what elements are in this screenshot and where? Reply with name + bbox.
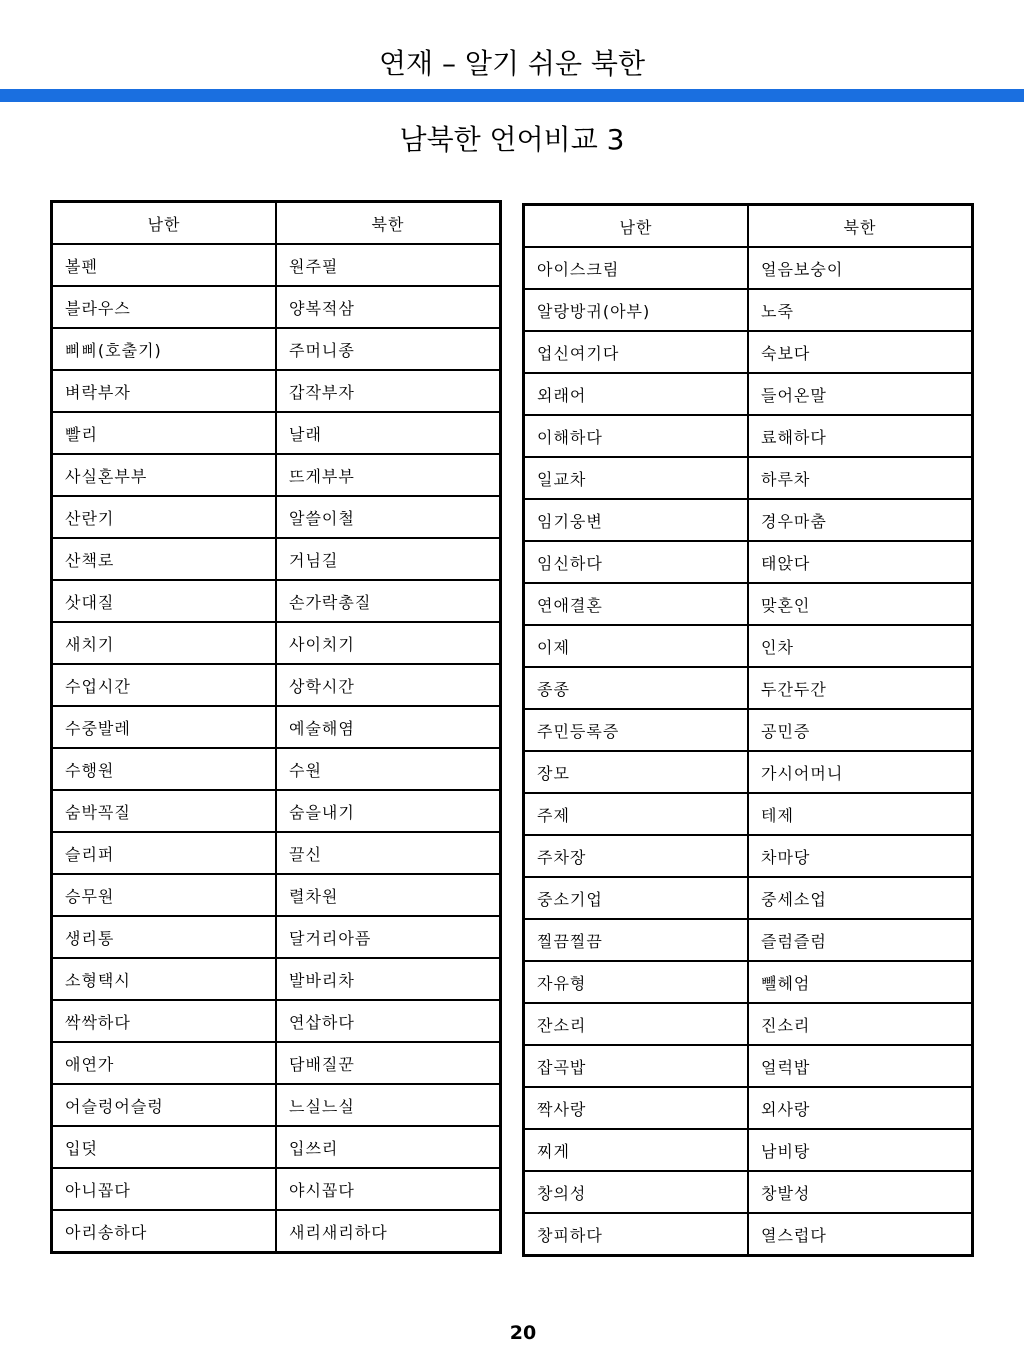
table-row [524, 1129, 973, 1171]
table-row [52, 1000, 501, 1042]
table-row [52, 1126, 501, 1168]
north-term-cell: 열스럽다 [748, 1213, 973, 1256]
table-row [52, 916, 501, 958]
south-term-cell: 장모 [524, 751, 749, 793]
south-term-cell: 주민등록증 [524, 709, 749, 751]
north-term-cell: 숨을내기 [276, 790, 501, 832]
north-term-cell: 뜨게부부 [276, 454, 501, 496]
table-row [524, 625, 973, 667]
south-term-cell: 창피하다 [524, 1213, 749, 1256]
south-term-cell: 잔소리 [524, 1003, 749, 1045]
table-row [52, 706, 501, 748]
north-term-cell: 인차 [748, 625, 973, 667]
north-term-cell: 숙보다 [748, 331, 973, 373]
north-term-cell: 즐럼즐럼 [748, 919, 973, 961]
north-term-cell: 차마당 [748, 835, 973, 877]
header-north: 북한 [748, 205, 973, 248]
south-term-cell: 자유형 [524, 961, 749, 1003]
table-row [524, 457, 973, 499]
north-term-cell: 뺄헤엄 [748, 961, 973, 1003]
north-term-cell: 갑작부자 [276, 370, 501, 412]
table-row [52, 622, 501, 664]
table-row [524, 1171, 973, 1213]
south-term-cell: 아이스크림 [524, 247, 749, 289]
table-row [52, 1042, 501, 1084]
north-term-cell: 외사랑 [748, 1087, 973, 1129]
south-term-cell: 종종 [524, 667, 749, 709]
table-row [524, 877, 973, 919]
south-term-cell: 창의성 [524, 1171, 749, 1213]
north-term-cell: 주머니종 [276, 328, 501, 370]
north-term-cell: 새리새리하다 [276, 1210, 501, 1253]
south-term-cell: 짝사랑 [524, 1087, 749, 1129]
south-term-cell: 임신하다 [524, 541, 749, 583]
north-term-cell: 렬차원 [276, 874, 501, 916]
north-term-cell: 양복적삼 [276, 286, 501, 328]
north-term-cell: 원주필 [276, 244, 501, 286]
north-term-cell: 날래 [276, 412, 501, 454]
table-row [52, 832, 501, 874]
north-term-cell: 느실느실 [276, 1084, 501, 1126]
north-term-cell: 손가락총질 [276, 580, 501, 622]
table-row [52, 1210, 501, 1253]
south-term-cell: 찔끔찔끔 [524, 919, 749, 961]
south-term-cell: 블라우스 [52, 286, 277, 328]
north-term-cell: 창발성 [748, 1171, 973, 1213]
south-term-cell: 볼펜 [52, 244, 277, 286]
table-row [52, 1084, 501, 1126]
south-term-cell: 알랑방귀(아부) [524, 289, 749, 331]
table-row [524, 583, 973, 625]
north-term-cell: 발바리차 [276, 958, 501, 1000]
south-term-cell: 수중발레 [52, 706, 277, 748]
north-term-cell: 두간두간 [748, 667, 973, 709]
south-term-cell: 수행원 [52, 748, 277, 790]
north-term-cell: 수원 [276, 748, 501, 790]
south-term-cell: 외래어 [524, 373, 749, 415]
south-term-cell: 주제 [524, 793, 749, 835]
north-term-cell: 끌신 [276, 832, 501, 874]
north-term-cell: 담배질꾼 [276, 1042, 501, 1084]
north-term-cell: 들어온말 [748, 373, 973, 415]
table-row [52, 790, 501, 832]
table-row [52, 580, 501, 622]
table-row [524, 835, 973, 877]
south-term-cell: 새치기 [52, 622, 277, 664]
south-term-cell: 아니꼽다 [52, 1168, 277, 1210]
table-row [52, 496, 501, 538]
south-term-cell: 삿대질 [52, 580, 277, 622]
south-term-cell: 주차장 [524, 835, 749, 877]
table-row [52, 958, 501, 1000]
table-row [52, 664, 501, 706]
header-south: 남한 [52, 202, 277, 245]
south-term-cell: 소형택시 [52, 958, 277, 1000]
comparison-table-left [50, 200, 502, 1254]
north-term-cell: 노죽 [748, 289, 973, 331]
south-term-cell: 산책로 [52, 538, 277, 580]
north-term-cell: 가시어머니 [748, 751, 973, 793]
table-row [524, 1213, 973, 1256]
south-term-cell: 업신여기다 [524, 331, 749, 373]
north-term-cell: 료해하다 [748, 415, 973, 457]
south-term-cell: 중소기업 [524, 877, 749, 919]
south-term-cell: 이해하다 [524, 415, 749, 457]
north-term-cell: 중세소업 [748, 877, 973, 919]
south-term-cell: 삐삐(호출기) [52, 328, 277, 370]
north-term-cell: 상학시간 [276, 664, 501, 706]
table-row [524, 709, 973, 751]
south-term-cell: 슬리퍼 [52, 832, 277, 874]
south-term-cell: 임기웅변 [524, 499, 749, 541]
table-row [52, 412, 501, 454]
south-term-cell: 찌게 [524, 1129, 749, 1171]
north-term-cell: 남비탕 [748, 1129, 973, 1171]
table-row [524, 541, 973, 583]
south-term-cell: 이제 [524, 625, 749, 667]
north-term-cell: 알쓸이철 [276, 496, 501, 538]
south-term-cell: 일교차 [524, 457, 749, 499]
table-row [52, 1168, 501, 1210]
south-term-cell: 아리송하다 [52, 1210, 277, 1253]
table-row [524, 415, 973, 457]
north-term-cell: 맞혼인 [748, 583, 973, 625]
north-term-cell: 달거리아픔 [276, 916, 501, 958]
table-row [524, 667, 973, 709]
table-row [524, 499, 973, 541]
south-term-cell: 승무원 [52, 874, 277, 916]
south-term-cell: 수업시간 [52, 664, 277, 706]
north-term-cell: 공민증 [748, 709, 973, 751]
north-term-cell: 얼럭밥 [748, 1045, 973, 1087]
comparison-table-right [522, 203, 974, 1257]
south-term-cell: 입덧 [52, 1126, 277, 1168]
table-row [524, 289, 973, 331]
table-row [52, 370, 501, 412]
table-row [524, 751, 973, 793]
table-row [52, 874, 501, 916]
table-row [524, 247, 973, 289]
page-title: 남북한 언어비교 3 [399, 123, 625, 156]
table-row [52, 244, 501, 286]
table-row [524, 331, 973, 373]
south-term-cell: 사실혼부부 [52, 454, 277, 496]
south-term-cell: 생리통 [52, 916, 277, 958]
north-term-cell: 거님길 [276, 538, 501, 580]
table-row [524, 373, 973, 415]
table-row [52, 286, 501, 328]
south-term-cell: 산란기 [52, 496, 277, 538]
page-number: 20 [509, 1322, 537, 1344]
table-header-row [52, 202, 501, 245]
table-row [524, 1045, 973, 1087]
north-term-cell: 야시꼽다 [276, 1168, 501, 1210]
header-south: 남한 [524, 205, 749, 248]
north-term-cell: 테제 [748, 793, 973, 835]
table-row [52, 454, 501, 496]
south-term-cell: 싹싹하다 [52, 1000, 277, 1042]
south-term-cell: 애연가 [52, 1042, 277, 1084]
table-row [524, 961, 973, 1003]
north-term-cell: 얼음보숭이 [748, 247, 973, 289]
table-row [524, 1003, 973, 1045]
south-term-cell: 잡곡밥 [524, 1045, 749, 1087]
header-accent-bar [0, 89, 1024, 102]
series-title: 연재 – 알기 쉬운 북한 [379, 47, 645, 80]
south-term-cell: 벼락부자 [52, 370, 277, 412]
north-term-cell: 경우마춤 [748, 499, 973, 541]
header-north: 북한 [276, 202, 501, 245]
table-row [52, 328, 501, 370]
south-term-cell: 연애결혼 [524, 583, 749, 625]
north-term-cell: 입쓰리 [276, 1126, 501, 1168]
table-row [52, 748, 501, 790]
south-term-cell: 어슬렁어슬렁 [52, 1084, 277, 1126]
north-term-cell: 예술해염 [276, 706, 501, 748]
north-term-cell: 하루차 [748, 457, 973, 499]
table-row [524, 919, 973, 961]
table-header-row [524, 205, 973, 248]
south-term-cell: 빨리 [52, 412, 277, 454]
north-term-cell: 사이치기 [276, 622, 501, 664]
north-term-cell: 연삽하다 [276, 1000, 501, 1042]
table-row [52, 538, 501, 580]
table-row [524, 793, 973, 835]
north-term-cell: 진소리 [748, 1003, 973, 1045]
south-term-cell: 숨박꼭질 [52, 790, 277, 832]
table-row [524, 1087, 973, 1129]
north-term-cell: 태앉다 [748, 541, 973, 583]
